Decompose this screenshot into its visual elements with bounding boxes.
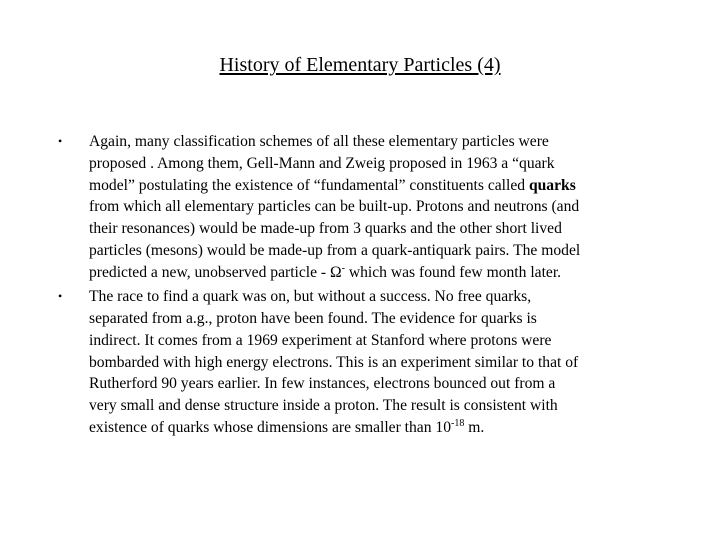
text-line: separated from a.g., proton have been found. The evidence for quarks is — [89, 310, 537, 327]
bullet-dot: • — [58, 134, 63, 148]
text-line — [89, 262, 668, 284]
text-span: which was found few month later. — [344, 263, 562, 281]
bullet-item-2 — [58, 286, 668, 438]
exponent: -18 — [451, 417, 465, 429]
text-line: Rutherford 90 years earlier. In few instances, electrons bounced out from a — [89, 375, 556, 393]
text-line: The race to find a quark was on, but without a success. No free quarks, — [89, 288, 532, 306]
omega-symbol: Ω — [330, 263, 342, 281]
text-line: bombarded with high energy electrons. This is an experiment similar to that of — [89, 353, 579, 371]
text-span: model” postulating the existence of “fundamental” constituents called — [89, 176, 529, 194]
text-span: m. — [464, 418, 485, 436]
omega-charge: - — [341, 262, 345, 274]
text-span: existence of quarks whose dimensions are smaller than 10 — [89, 418, 452, 436]
bold-term-quarks: quarks — [528, 176, 576, 194]
text-line: their resonances) would be made-up from 3 quarks and the other short lived — [89, 220, 562, 237]
text-line: Again, many classification schemes of all these elementary particles were — [89, 133, 549, 150]
text-span: predicted a new, unobserved particle - — [89, 263, 331, 281]
text-line: proposed . Among them, Gell-Mann and Zweig proposed in 1963 a “quark — [89, 154, 555, 172]
text-line — [89, 175, 668, 197]
text-line: from which all elementary particles can be built-up. Protons and neutrons (and — [89, 198, 580, 216]
bullet-list — [58, 131, 668, 442]
slide-title: History of Elementary Particles (4) — [219, 54, 501, 76]
text-line: indirect. It comes from a 1969 experiment at Stanford where protons were — [89, 331, 552, 349]
text-line — [89, 417, 668, 439]
bullet-dot: • — [58, 289, 63, 304]
text-line: particles (mesons) would be made-up from a quark-antiquark pairs. The model — [89, 241, 581, 259]
bullet-item-1 — [58, 131, 668, 283]
text-line: very small and dense structure inside a proton. The result is consistent with — [89, 397, 558, 414]
